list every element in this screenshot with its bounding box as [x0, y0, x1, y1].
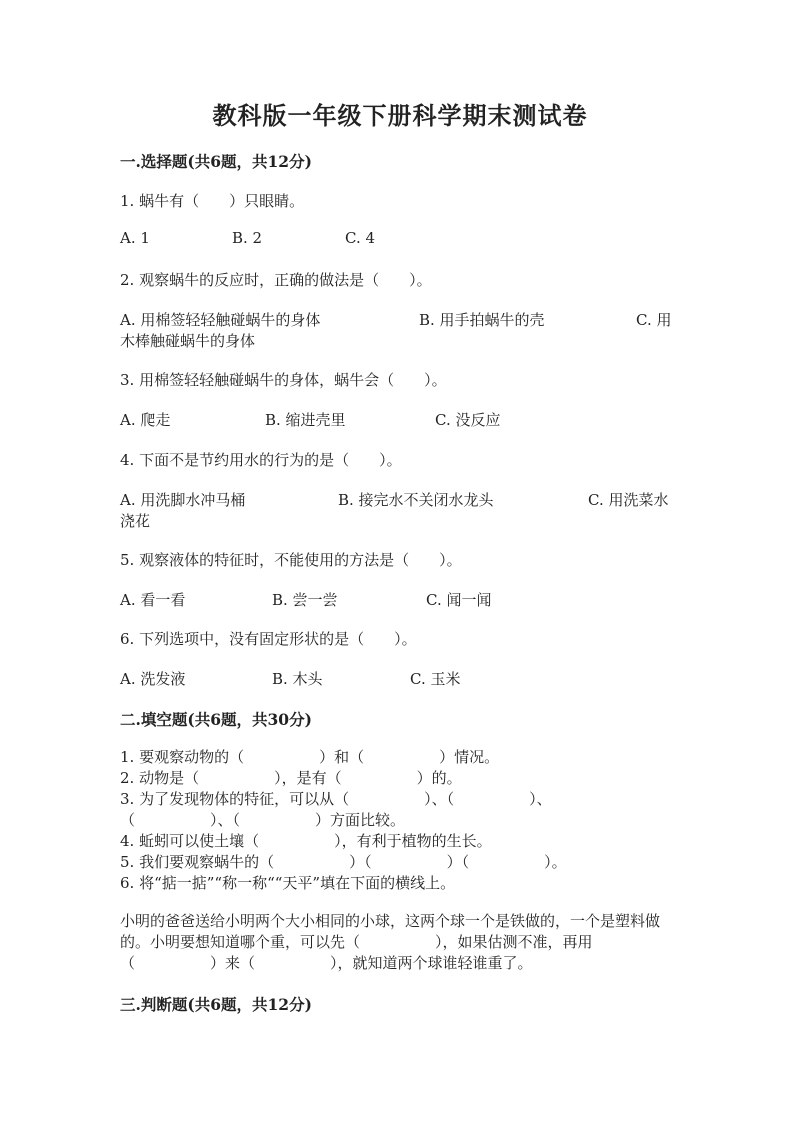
- question-5-option-a: A. 看一看: [120, 591, 186, 609]
- section-heading-fill-in: 二.填空题(共6题，共30分): [120, 710, 312, 729]
- fill-in-line: 5. 我们要观察蜗牛的（ ）（ ）（ ）。: [120, 853, 567, 871]
- question-1-option-a: A. 1: [120, 229, 150, 247]
- section-heading-choice: 一.选择题(共6题，共12分): [120, 152, 312, 171]
- question-3-option-a: A. 爬走: [120, 411, 171, 429]
- question-4-option-b: B. 接完水不关闭水龙头: [338, 491, 494, 509]
- fill-in-line: （ ）、（ ）方面比较。: [120, 811, 406, 829]
- question-1-option-b: B. 2: [232, 229, 263, 247]
- question-2-stem: 2. 观察蜗牛的反应时，正确的做法是（ ）。: [120, 271, 432, 289]
- question-5-option-c: C. 闻一闻: [426, 591, 492, 609]
- fill-in-line: 1. 要观察动物的（ ）和（ ）情况。: [120, 748, 500, 766]
- question-6-option-b: B. 木头: [272, 670, 323, 688]
- question-3-option-c: C. 没反应: [435, 411, 501, 429]
- question-3-option-b: B. 缩进壳里: [265, 411, 346, 429]
- question-3-stem: 3. 用棉签轻轻触碰蜗牛的身体，蜗牛会（ ）。: [120, 371, 447, 389]
- question-5-option-b: B. 尝一尝: [272, 591, 338, 609]
- question-5-stem: 5. 观察液体的特征时，不能使用的方法是（ ）。: [120, 551, 462, 569]
- fill-in-line: 4. 蚯蚓可以使土壤（ ），有利于植物的生长。: [120, 832, 492, 850]
- question-2-option-b: B. 用手拍蜗牛的壳: [419, 311, 545, 329]
- question-6-option-a: A. 洗发液: [120, 670, 186, 688]
- fill-in-line: 3. 为了发现物体的特征，可以从（ ）、（ ）、: [120, 790, 552, 808]
- question-4-option-c-continued: 浇花: [120, 512, 151, 530]
- question-1-stem: 1. 蜗牛有（ ）只眼睛。: [120, 192, 305, 210]
- question-4-stem: 4. 下面不是节约用水的行为的是（ ）。: [120, 451, 402, 469]
- fill-in-paragraph: 小明的爸爸送给小明两个大小相同的小球，这两个球一个是铁做的，一个是塑料做的。小明要想知道哪个重，可以先（ ），如果估测不准，再用（ ）来（ ），就知道两个球谁轻谁重了。: [120, 912, 661, 972]
- section-heading-true-false: 三.判断题(共6题，共12分): [120, 995, 312, 1014]
- question-1-option-c: C. 4: [345, 229, 376, 247]
- question-2-option-c: C. 用: [636, 311, 672, 329]
- question-6-stem: 6. 下列选项中，没有固定形状的是（ ）。: [120, 630, 417, 648]
- question-2-option-c-continued: 木棒触碰蜗牛的身体: [120, 332, 256, 350]
- fill-in-line: 2. 动物是（ ），是有（ ）的。: [120, 769, 462, 787]
- question-2-option-a: A. 用棉签轻轻触碰蜗牛的身体: [120, 311, 321, 329]
- question-6-option-c: C. 玉米: [410, 670, 461, 688]
- page-title: 教科版一年级下册科学期末测试卷: [212, 101, 588, 130]
- question-4-option-a: A. 用洗脚水冲马桶: [120, 491, 246, 509]
- fill-in-line: 6. 将“掂一掂”“称一称““天平”填在下面的横线上。: [120, 874, 456, 892]
- question-4-option-c: C. 用洗菜水: [588, 491, 669, 509]
